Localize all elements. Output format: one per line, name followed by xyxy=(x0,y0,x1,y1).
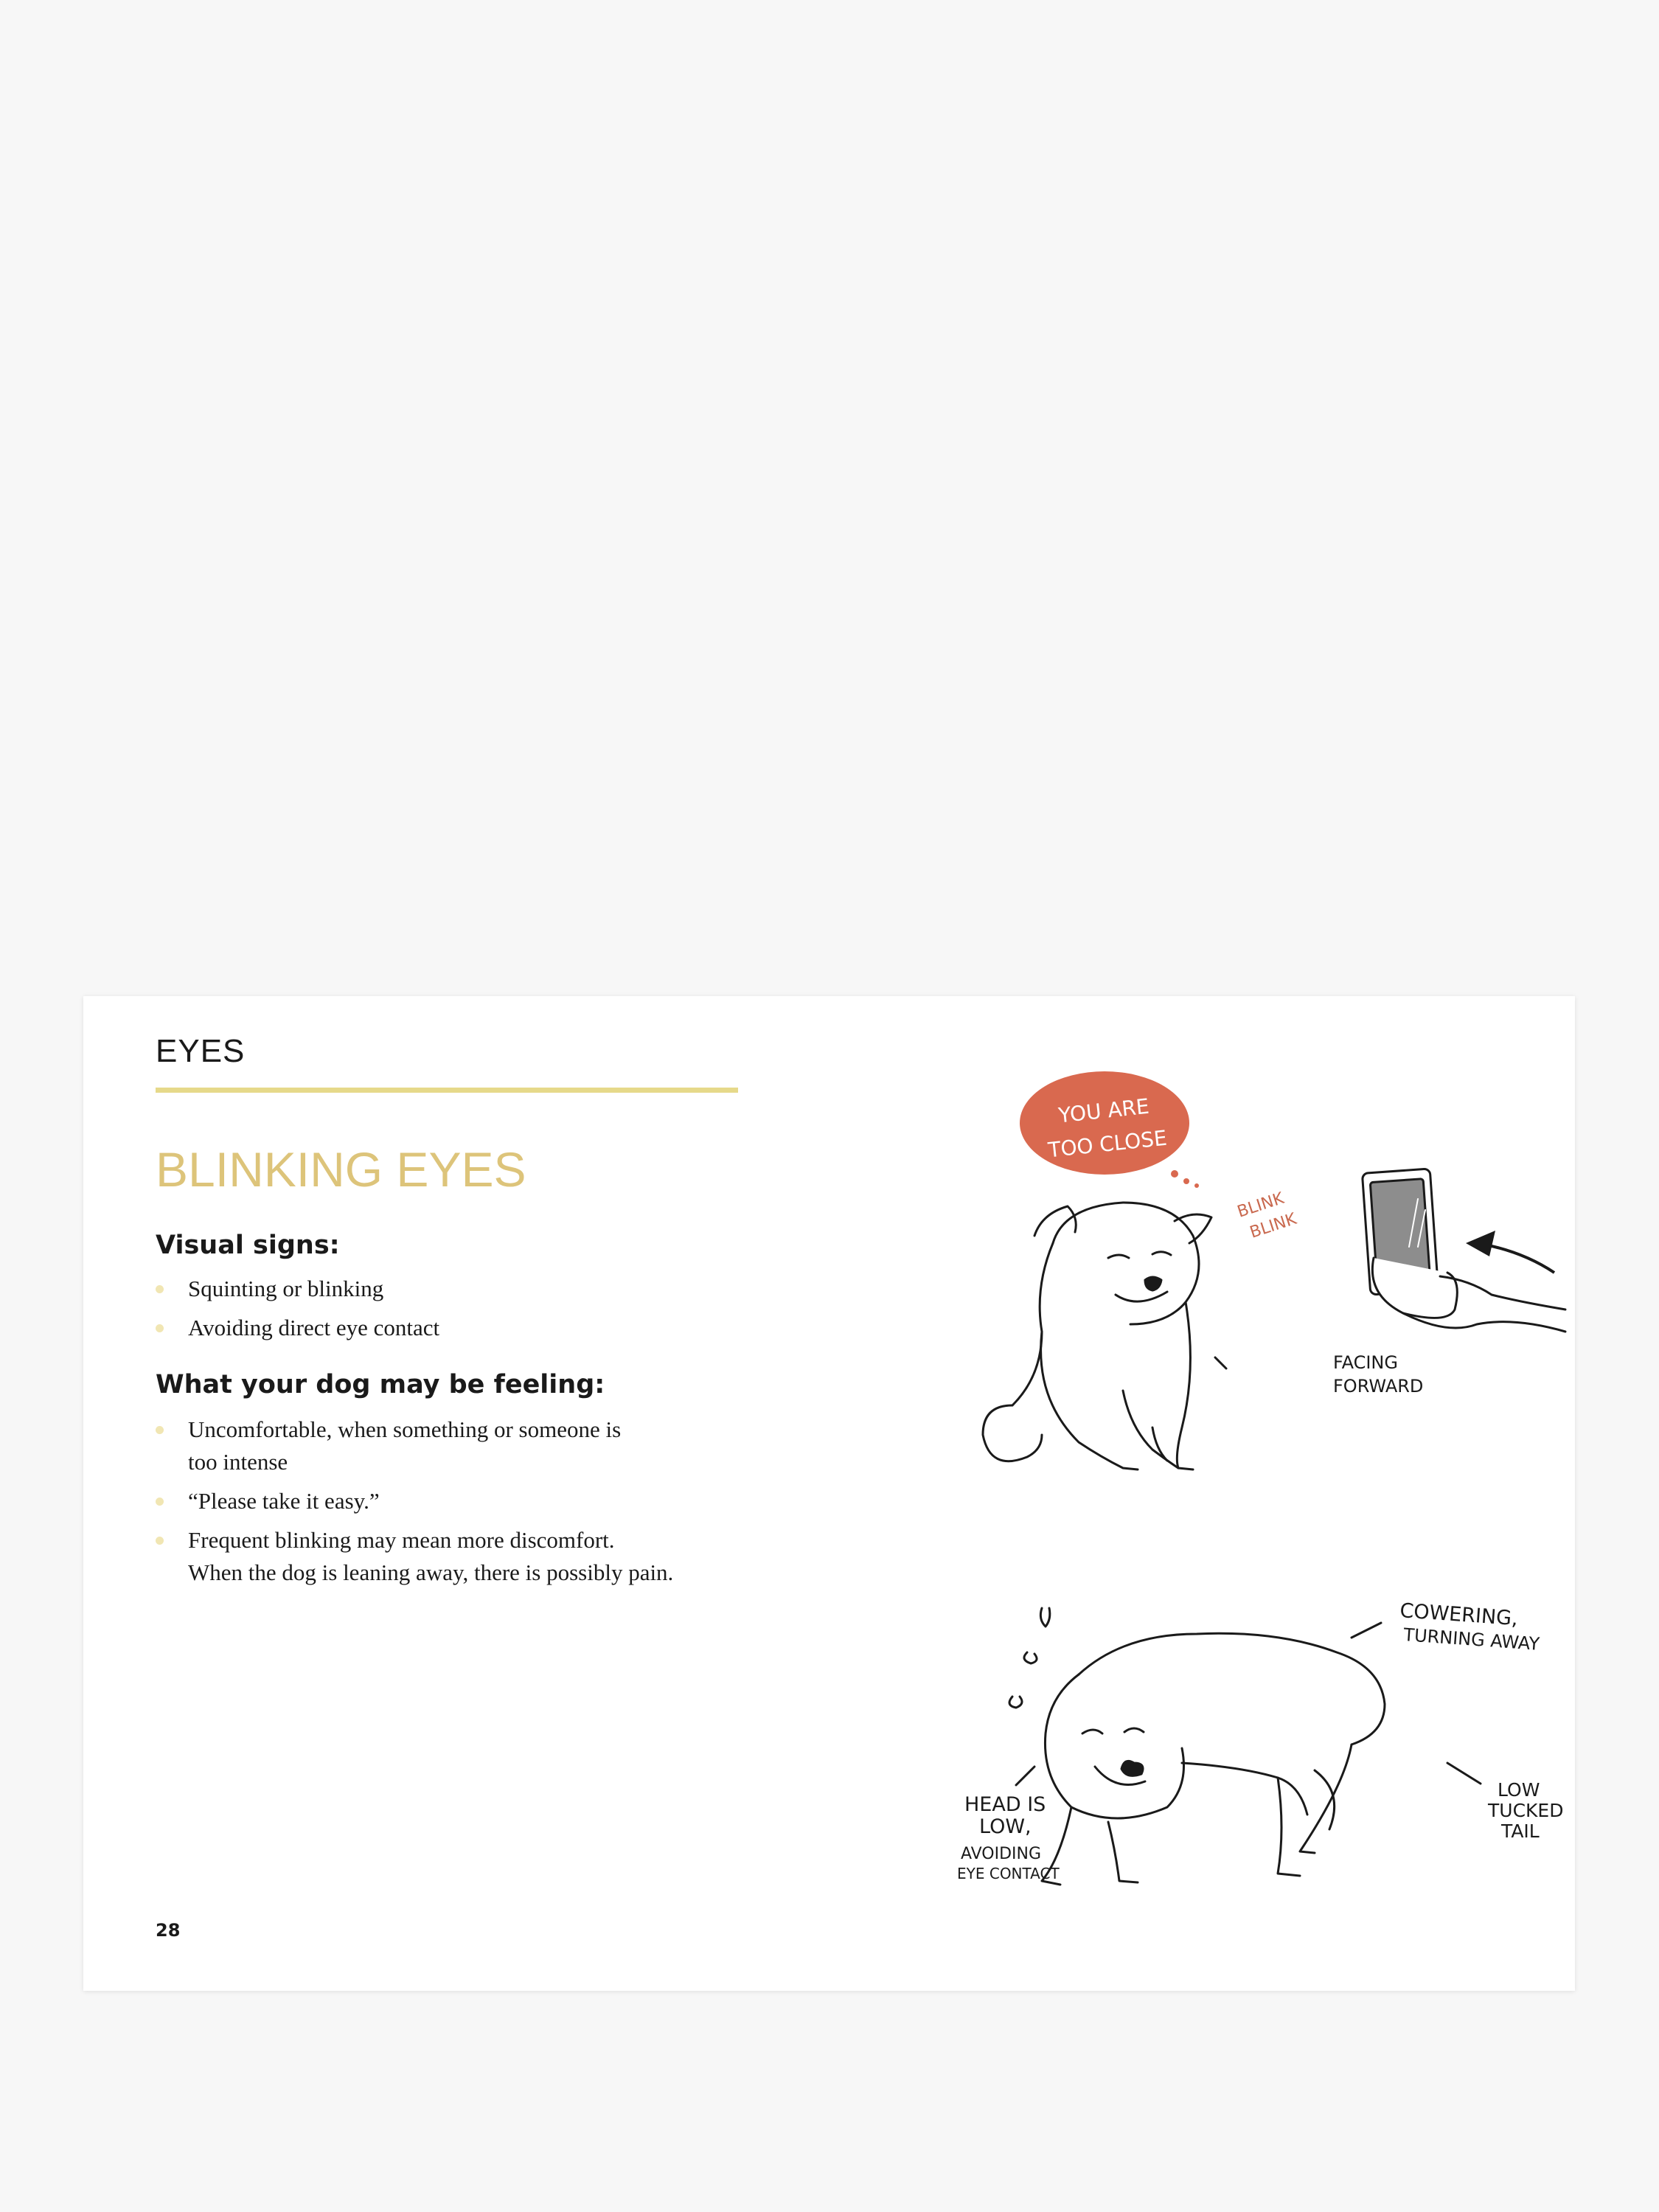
section-divider xyxy=(156,1088,738,1093)
head-low-label-2: LOW, xyxy=(979,1815,1032,1838)
page-title: BLINKING EYES xyxy=(156,1142,526,1197)
section-label: EYES xyxy=(156,1033,246,1069)
bullet-dot xyxy=(156,1324,164,1332)
dog-photo-drawing xyxy=(931,1059,1580,1501)
cowering-label-2: TURNING AWAY xyxy=(1402,1624,1540,1655)
list-item xyxy=(156,1524,804,1589)
blink-label-1: BLINK xyxy=(1235,1189,1287,1222)
head-low-label-4: EYE CONTACT xyxy=(957,1865,1060,1882)
bullet-dot xyxy=(156,1285,164,1293)
list-item xyxy=(156,1312,804,1344)
pointer-line xyxy=(1447,1763,1481,1784)
speech-bubble-line-2: TOO CLOSE xyxy=(1046,1125,1169,1163)
phone-in-hand xyxy=(1362,1169,1565,1332)
tail-label-3: TAIL xyxy=(1501,1820,1540,1842)
cowering-label-1: COWERING, xyxy=(1399,1599,1519,1631)
blink-label-2: BLINK xyxy=(1248,1209,1299,1242)
feelings-list xyxy=(156,1413,804,1596)
pointer-line xyxy=(1016,1767,1034,1785)
list-item-text: Uncomfortable, when something or someone is xyxy=(188,1416,622,1442)
book-page xyxy=(83,996,1575,1991)
list-item-text: “Please take it easy.” xyxy=(188,1488,380,1514)
tail-label-2: TUCKED xyxy=(1488,1800,1564,1821)
bullet-dot xyxy=(156,1537,164,1545)
thought-dot xyxy=(1171,1170,1178,1178)
list-item xyxy=(156,1413,804,1478)
bullet-dot xyxy=(156,1426,164,1434)
facing-label-1: FACING xyxy=(1333,1352,1398,1373)
dog-cowering-drawing xyxy=(931,1586,1580,1969)
head-low-label-3: AVOIDING xyxy=(961,1845,1042,1863)
list-item-text: Squinting or blinking xyxy=(188,1276,384,1301)
illustration-dog-cowering xyxy=(931,1586,1580,1969)
visual-signs-list xyxy=(156,1273,804,1351)
visual-signs-heading: Visual signs: xyxy=(156,1231,340,1260)
list-item-text-continued: too intense xyxy=(188,1449,288,1475)
sitting-dog xyxy=(983,1203,1211,1470)
arrow-head xyxy=(1466,1231,1495,1256)
list-item-text-continued: When the dog is leaning away, there is possibly pain. xyxy=(188,1559,674,1585)
list-item xyxy=(156,1485,804,1517)
pointer-line xyxy=(1215,1357,1226,1368)
feeling-heading: What your dog may be feeling: xyxy=(156,1370,605,1399)
facing-label-2: FORWARD xyxy=(1333,1376,1424,1397)
page-number: 28 xyxy=(156,1920,181,1941)
head-low-label-1: HEAD IS xyxy=(964,1793,1046,1816)
thought-dot xyxy=(1194,1183,1199,1188)
bullet-dot xyxy=(156,1498,164,1506)
tail-label-1: LOW xyxy=(1498,1779,1540,1801)
list-item xyxy=(156,1273,804,1305)
pointer-line xyxy=(1352,1623,1381,1638)
speech-bubble-line-1: YOU ARE xyxy=(1057,1093,1151,1128)
list-item-text: Frequent blinking may mean more discomfort. xyxy=(188,1527,615,1553)
illustration-dog-photographed xyxy=(931,1059,1580,1501)
cowering-dog xyxy=(1009,1608,1385,1885)
thought-dot xyxy=(1183,1178,1189,1184)
list-item-text: Avoiding direct eye contact xyxy=(188,1315,440,1340)
